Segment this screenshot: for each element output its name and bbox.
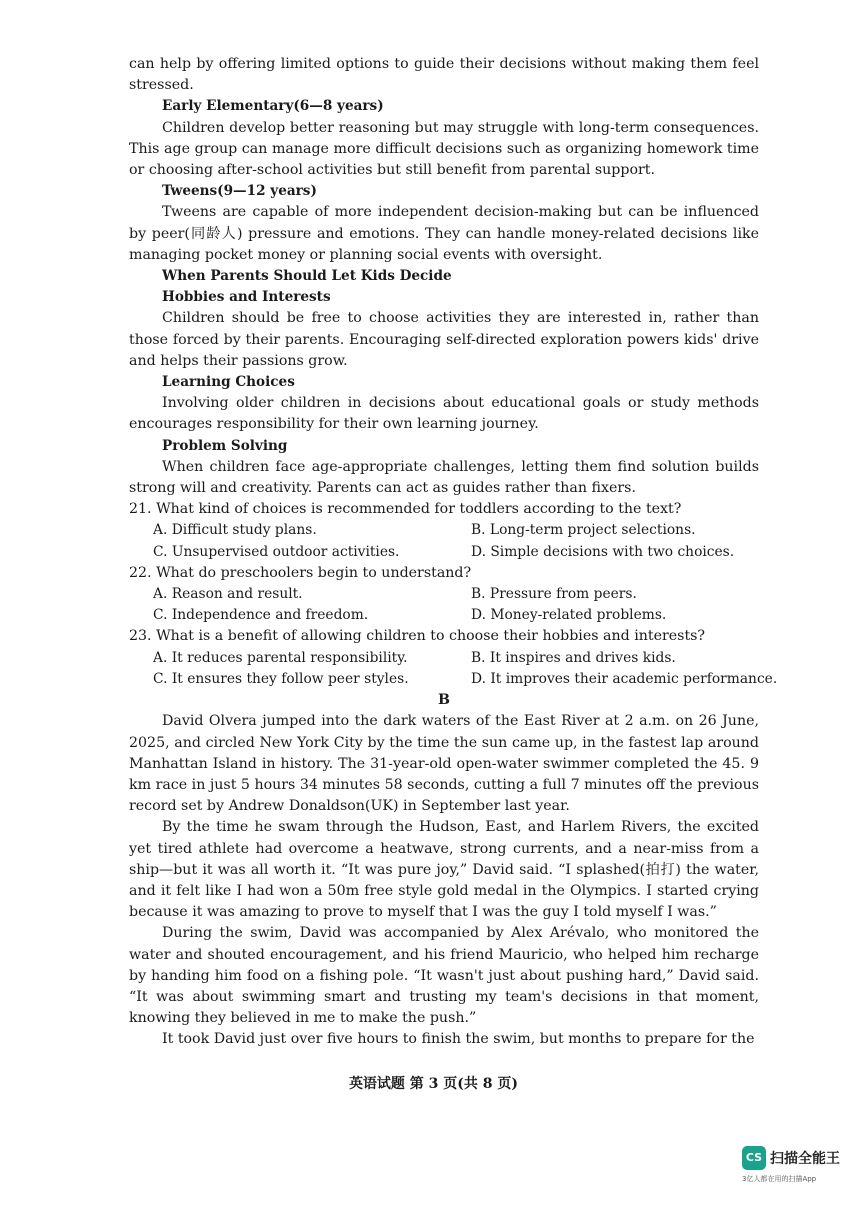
- heading-hobbies: Hobbies and Interests: [162, 289, 331, 306]
- option-b: B. Pressure from peers.: [471, 586, 637, 603]
- paragraph-hobbies: Children should be free to choose activities they are interested in, rather than those forced by their parents. Encouraging self-directed exploration powers kids' drive and helps their passions grow.: [129, 310, 759, 369]
- question-23: [129, 626, 778, 690]
- heading-when-parents: When Parents Should Let Kids Decide: [162, 268, 452, 285]
- question-21: [129, 499, 759, 563]
- question-22: [129, 563, 759, 627]
- option-d: D. It improves their academic performance.: [471, 670, 778, 687]
- option-c: C. Unsupervised outdoor activities.: [153, 543, 400, 560]
- heading-early-elementary: Early Elementary(6—8 years): [162, 98, 384, 115]
- passage-b-paragraph-3: During the swim, David was accompanied by Alex Arévalo, who monitored the water and shouted encouragement, and his friend Mauricio, who helped him recharge by handing him food on a fishing pole. “It wasn't just about pushing hard,” David said. “It was about swimming smart and trusting my team's decisions in that moment, knowing they believed in me to make the push.”: [129, 925, 759, 1027]
- option-d: D. Simple decisions with two choices.: [471, 543, 735, 560]
- option-a: A. It reduces parental responsibility.: [153, 649, 408, 666]
- question-stem: 21. What kind of choices is recommended for toddlers according to the text?: [129, 501, 682, 518]
- passage-b-paragraph-2: By the time he swam through the Hudson, East, and Harlem Rivers, the excited yet tired athlete had overcome a heatwave, strong currents, and a near-miss from a ship—but it was all worth it. “It was pure joy,” David said. “I splashed(拍打) the water, and it felt like I had won a 50m free style gold medal in the Olympics. I started crying because it was amazing to prove to myself that I was the guy I told myself I was.”: [129, 819, 759, 921]
- heading-learning: Learning Choices: [162, 374, 295, 391]
- heading-tweens: Tweens(9—12 years): [162, 183, 317, 200]
- option-b: B. It inspires and drives kids.: [471, 649, 676, 666]
- paragraph-early-elementary: Children develop better reasoning but may struggle with long-term consequences. This age group can manage more difficult decisions such as organizing homework time or choosing after-school activities but still benefit from parental support.: [129, 119, 759, 179]
- option-a: A. Reason and result.: [153, 586, 303, 603]
- option-a: A. Difficult study plans.: [153, 522, 317, 539]
- camscanner-logo-icon: CS: [742, 1146, 766, 1170]
- option-b: B. Long-term project selections.: [471, 522, 696, 539]
- paragraph-problem-solving: When children face age-appropriate challenges, letting them find solution builds strong will and creativity. Parents can act as guides rather than fixers.: [129, 458, 759, 497]
- option-d: D. Money-related problems.: [471, 607, 667, 624]
- page-footer: 英语试题 第 3 页(共 8 页): [348, 1076, 519, 1092]
- paragraph-tweens: Tweens are capable of more independent decision-making but can be influenced by peer(同龄人) pressure and emotions. They can handle money-related decisions like managing pocket money or planning social events with oversight.: [129, 204, 759, 263]
- watermark-app-name: 扫描全能王: [770, 1151, 840, 1167]
- paragraph-intro-continued: can help by offering limited options to guide their decisions without making them feel stressed.: [129, 56, 759, 94]
- exam-page: [129, 54, 778, 1051]
- heading-problem-solving: Problem Solving: [162, 437, 288, 454]
- passage-b-paragraph-1: David Olvera jumped into the dark waters of the East River at 2 a.m. on 26 June, 2025, and circled New York City by the time the sun came up, in the fastest lap around Manhattan Island in history. The 31-year-old open-water swimmer completed the 45. 9 km race in just 5 hours 34 minutes 58 seconds, cutting a full 7 minutes off the previous record set by Andrew Donaldson(UK) in September last year.: [129, 713, 759, 815]
- camscanner-watermark: [742, 1146, 852, 1186]
- passage-b-paragraph-4: It took David just over five hours to finish the swim, but months to prepare for the: [162, 1031, 755, 1048]
- section-b-label: B: [438, 692, 450, 709]
- question-stem: 22. What do preschoolers begin to understand?: [129, 564, 472, 581]
- watermark-tagline: 3亿人都在用的扫描App: [742, 1175, 817, 1183]
- paragraph-learning: Involving older children in decisions about educational goals or study methods encourages responsibility for their own learning journey.: [129, 395, 759, 433]
- question-stem: 23. What is a benefit of allowing children to choose their hobbies and interests?: [129, 628, 706, 645]
- option-c: C. It ensures they follow peer styles.: [153, 670, 409, 687]
- option-c: C. Independence and freedom.: [153, 607, 369, 624]
